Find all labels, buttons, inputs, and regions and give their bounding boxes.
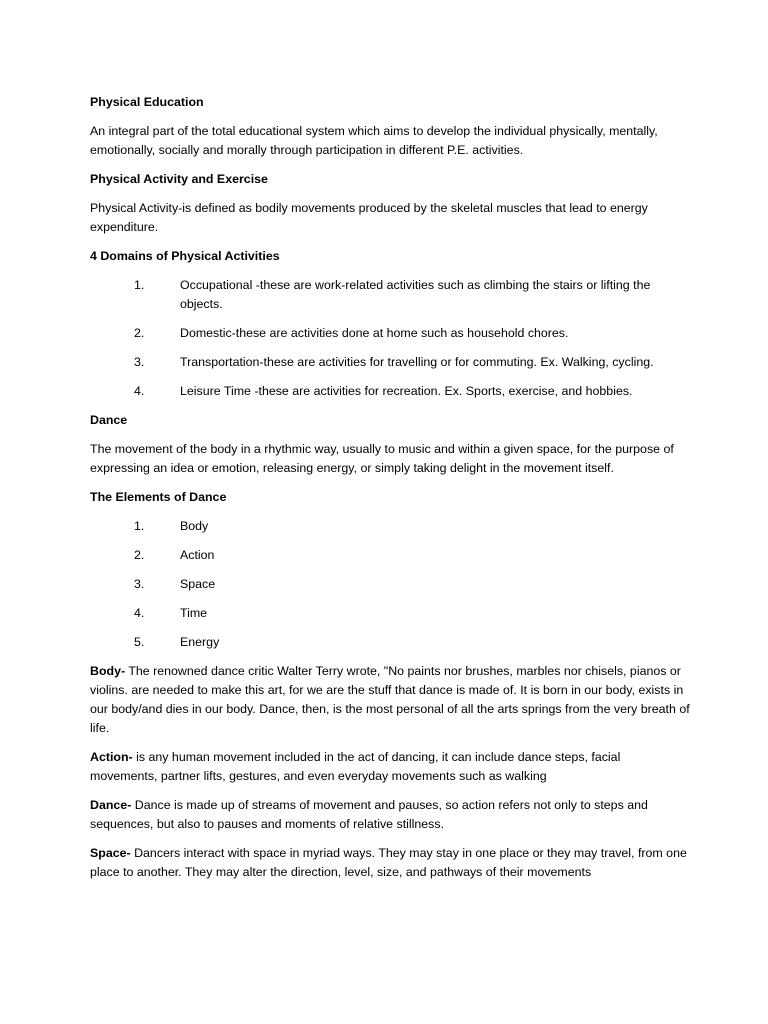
list-text: Space: [180, 577, 216, 591]
heading-elements-of-dance: The Elements of Dance: [90, 490, 227, 504]
list-text: Energy: [180, 635, 220, 649]
term-space: Space-: [90, 846, 131, 860]
list-text: Leisure Time -these are activities for recreation. Ex. Sports, exercise, and hobbies.: [180, 384, 633, 398]
list-number: 3.: [134, 355, 145, 369]
list-text: Domestic-these are activities done at home such as household chores.: [180, 326, 569, 340]
list-number: 4.: [134, 384, 145, 398]
list-text: Transportation-these are activities for travelling or for commuting. Ex. Walking, cycling.: [180, 355, 654, 369]
elements-list: [90, 517, 690, 652]
description-space: [90, 844, 690, 882]
list-item: [90, 382, 690, 401]
description-dance: [90, 796, 690, 834]
domains-list: [90, 276, 690, 401]
list-item: [90, 353, 690, 372]
list-text: Occupational -these are work-related activities such as climbing the stairs or lifting the objects.: [180, 278, 651, 311]
physical-activity-definition: Physical Activity-is defined as bodily movements produced by the skeletal muscles that lead to energy expenditure.: [90, 201, 648, 234]
list-item: [90, 604, 690, 623]
physical-education-definition: An integral part of the total educational system which aims to develop the individual physically, mentally, emotionally, socially and morally through participation in different P.E. activities.: [90, 124, 658, 157]
list-item: [90, 546, 690, 565]
list-number: 2.: [134, 548, 145, 562]
description-text: The renowned dance critic Walter Terry wrote, "No paints nor brushes, marbles nor chisels, pianos or violins. are needed to make this art, for we are the stuff that dance is made of. It is born in our body, exists in our body/and dies in our body. Dance, then, is the most personal of all the arts springs from the very breath of life.: [90, 664, 690, 735]
list-item: [90, 575, 690, 594]
list-number: 2.: [134, 326, 145, 340]
document-page: [90, 93, 690, 892]
list-item: [90, 276, 690, 314]
description-action: [90, 748, 690, 786]
list-number: 1.: [134, 278, 145, 292]
heading-physical-activity: Physical Activity and Exercise: [90, 172, 268, 186]
term-body: Body-: [90, 664, 126, 678]
list-item: [90, 324, 690, 343]
list-item: [90, 517, 690, 536]
list-text: Action: [180, 548, 215, 562]
description-text: Dancers interact with space in myriad ways. They may stay in one place or they may travel, from one place to another. They may alter the direction, level, size, and pathways of their movements: [90, 846, 687, 879]
description-text: is any human movement included in the act of dancing, it can include dance steps, facial movements, partner lifts, gestures, and even everyday movements such as walking: [90, 750, 621, 783]
list-text: Body: [180, 519, 209, 533]
list-item: [90, 633, 690, 652]
description-body: [90, 662, 690, 738]
term-action: Action-: [90, 750, 133, 764]
term-dance: Dance-: [90, 798, 132, 812]
dance-definition: The movement of the body in a rhythmic way, usually to music and within a given space, for the purpose of expressing an idea or emotion, releasing energy, or simply taking delight in the movement itself.: [90, 442, 674, 475]
list-text: Time: [180, 606, 208, 620]
list-number: 1.: [134, 519, 145, 533]
heading-dance: Dance: [90, 413, 128, 427]
description-text: Dance is made up of streams of movement and pauses, so action refers not only to steps and sequences, but also to pauses and moments of relative stillness.: [90, 798, 648, 831]
list-number: 5.: [134, 635, 145, 649]
heading-domains: 4 Domains of Physical Activities: [90, 249, 280, 263]
heading-physical-education: Physical Education: [90, 95, 204, 109]
list-number: 3.: [134, 577, 145, 591]
list-number: 4.: [134, 606, 145, 620]
